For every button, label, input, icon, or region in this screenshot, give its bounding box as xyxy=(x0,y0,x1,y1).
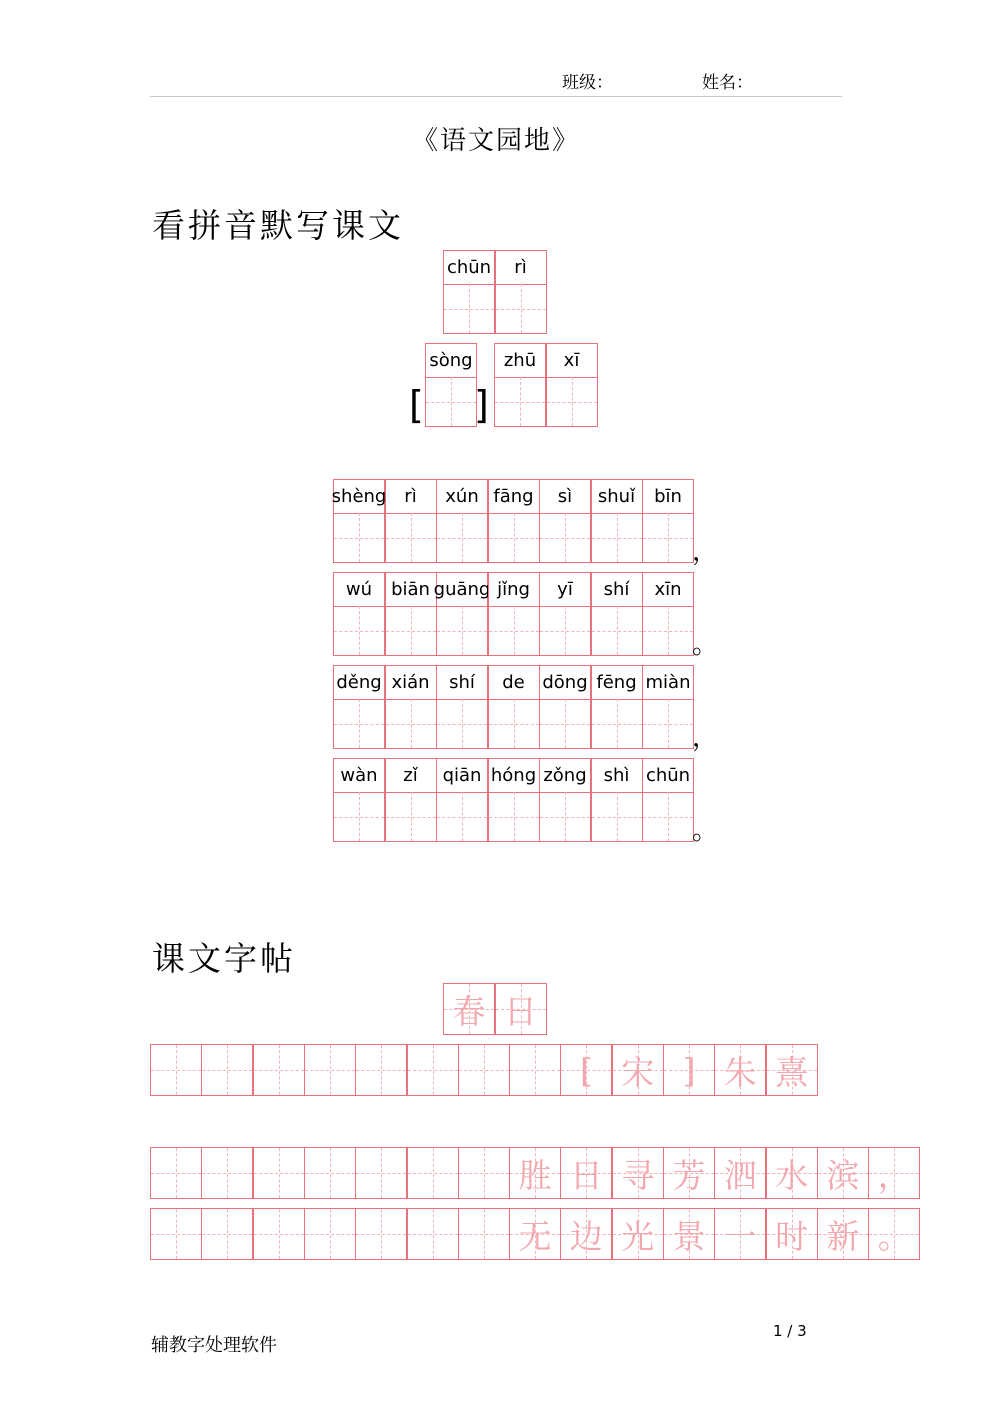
trace-character: ] xyxy=(682,1050,696,1090)
guide-line xyxy=(514,513,515,562)
pinyin-cell[interactable] xyxy=(539,665,591,749)
pinyin-text: fāng xyxy=(489,480,539,514)
pinyin-text: wú xyxy=(334,573,384,607)
copy-cell[interactable] xyxy=(509,1044,561,1096)
title-pinyin-cell[interactable] xyxy=(495,250,547,334)
pinyin-cell[interactable] xyxy=(642,572,694,656)
line-punctuation: 。 xyxy=(692,816,719,846)
pinyin-cell[interactable] xyxy=(591,572,643,656)
trace-character: [ xyxy=(579,1050,593,1090)
pinyin-cell[interactable] xyxy=(333,572,385,656)
guide-line xyxy=(176,1148,177,1198)
pinyin-cell[interactable] xyxy=(539,758,591,842)
pinyin-text: bīn xyxy=(643,480,693,514)
pinyin-cell[interactable] xyxy=(385,479,437,563)
pinyin-text: jǐng xyxy=(489,573,539,607)
copy-cell[interactable] xyxy=(253,1044,305,1096)
copy-cell[interactable] xyxy=(817,1147,869,1199)
copy-cell[interactable] xyxy=(355,1044,407,1096)
guide-line xyxy=(565,513,566,562)
pinyin-text: qiān xyxy=(437,759,487,793)
guide-line xyxy=(330,1209,331,1259)
pinyin-text: rì xyxy=(496,251,546,285)
guide-line xyxy=(484,1148,485,1198)
page-title: 《语文园地》 xyxy=(411,126,580,156)
copy-cell[interactable] xyxy=(663,1147,715,1199)
pinyin-text: sì xyxy=(540,480,590,514)
guide-line xyxy=(514,606,515,655)
trace-character: 日 xyxy=(504,991,537,1031)
copy-cell[interactable] xyxy=(714,1147,766,1199)
guide-line xyxy=(520,377,521,426)
guide-line xyxy=(462,699,463,748)
copy-cell[interactable] xyxy=(868,1147,920,1199)
class-label: 班级： xyxy=(562,73,613,93)
guide-line xyxy=(617,792,618,841)
pinyin-text: shí xyxy=(437,666,487,700)
guide-line xyxy=(565,792,566,841)
copy-cell[interactable] xyxy=(355,1147,407,1199)
trace-character: 无 xyxy=(518,1216,552,1256)
copy-cell[interactable] xyxy=(509,1147,561,1199)
pinyin-text: shì xyxy=(592,759,642,793)
guide-line xyxy=(433,1045,434,1095)
pinyin-cell[interactable] xyxy=(433,572,491,656)
trace-character: ， xyxy=(877,1155,911,1195)
guide-line xyxy=(451,377,452,426)
pinyin-cell[interactable] xyxy=(488,479,540,563)
copy-cell[interactable] xyxy=(560,1044,612,1096)
pinyin-text: yī xyxy=(540,573,590,607)
copy-cell[interactable] xyxy=(663,1044,715,1096)
pinyin-text: sòng xyxy=(426,344,476,378)
guide-line xyxy=(668,513,669,562)
pinyin-text: xián xyxy=(386,666,436,700)
trace-character: 景 xyxy=(672,1216,706,1256)
guide-line xyxy=(279,1148,280,1198)
section-heading-copybook: 课文字帖 xyxy=(152,939,296,978)
copy-cell[interactable] xyxy=(201,1208,253,1260)
copy-cell[interactable] xyxy=(304,1044,356,1096)
guide-line xyxy=(668,699,669,748)
guide-line xyxy=(433,1209,434,1259)
pinyin-cell[interactable] xyxy=(539,572,591,656)
pinyin-cell[interactable] xyxy=(591,479,643,563)
pinyin-cell[interactable] xyxy=(333,758,385,842)
header-divider xyxy=(150,96,842,97)
copy-cell[interactable] xyxy=(407,1044,459,1096)
bracket-left: [ xyxy=(409,383,424,427)
copy-cell[interactable] xyxy=(253,1147,305,1199)
guide-line xyxy=(535,1045,536,1095)
copy-cell[interactable] xyxy=(253,1208,305,1260)
copy-cell[interactable] xyxy=(407,1147,459,1199)
trace-character: 朱 xyxy=(723,1052,757,1092)
page-number: 1 / 3 xyxy=(773,1322,807,1340)
guide-line xyxy=(565,606,566,655)
trace-character: 泗 xyxy=(723,1155,757,1195)
guide-line xyxy=(462,513,463,562)
copy-cell[interactable] xyxy=(766,1208,818,1260)
pinyin-text: wàn xyxy=(334,759,384,793)
pinyin-cell[interactable] xyxy=(333,479,385,563)
pinyin-text: chūn xyxy=(643,759,693,793)
guide-line xyxy=(227,1209,228,1259)
guide-line xyxy=(617,699,618,748)
pinyin-text: dōng xyxy=(540,666,590,700)
pinyin-text: miàn xyxy=(643,666,693,700)
guide-line xyxy=(411,699,412,748)
trace-character: 一 xyxy=(723,1216,757,1256)
bracket-right: ] xyxy=(474,383,489,427)
pinyin-text: biān xyxy=(386,573,436,607)
guide-line xyxy=(176,1045,177,1095)
copy-cell[interactable] xyxy=(355,1208,407,1260)
pinyin-cell[interactable] xyxy=(436,479,488,563)
pinyin-text: guāng xyxy=(437,573,487,607)
copy-cell[interactable] xyxy=(150,1208,202,1260)
guide-line xyxy=(359,606,360,655)
pinyin-text: shuǐ xyxy=(592,480,642,514)
pinyin-cell[interactable] xyxy=(591,758,643,842)
pinyin-text: xún xyxy=(437,480,487,514)
trace-character: 滨 xyxy=(826,1155,860,1195)
copy-cell[interactable] xyxy=(509,1208,561,1260)
trace-character: 光 xyxy=(621,1216,655,1256)
guide-line xyxy=(668,606,669,655)
guide-line xyxy=(469,284,470,333)
copy-cell[interactable] xyxy=(560,1147,612,1199)
pinyin-text: shí xyxy=(592,573,642,607)
author-pinyin-cell[interactable] xyxy=(546,343,598,427)
pinyin-text: xī xyxy=(547,344,597,378)
copy-cell[interactable] xyxy=(817,1208,869,1260)
copy-cell[interactable] xyxy=(714,1044,766,1096)
guide-line xyxy=(521,284,522,333)
guide-line xyxy=(411,792,412,841)
guide-line xyxy=(484,1209,485,1259)
line-punctuation: ， xyxy=(692,723,719,753)
copy-cell[interactable] xyxy=(458,1044,510,1096)
pinyin-text: zǐ xyxy=(386,759,436,793)
guide-line xyxy=(411,513,412,562)
pinyin-text: de xyxy=(489,666,539,700)
dynasty-pinyin-cell[interactable] xyxy=(425,343,477,427)
guide-line xyxy=(617,513,618,562)
trace-character: 边 xyxy=(569,1216,603,1256)
pinyin-text: zǒng xyxy=(540,759,590,793)
trace-character: 时 xyxy=(775,1216,809,1256)
pinyin-text: zhū xyxy=(495,344,545,378)
pinyin-cell[interactable] xyxy=(539,479,591,563)
copy-cell[interactable] xyxy=(612,1044,664,1096)
guide-line xyxy=(565,699,566,748)
pinyin-text: děng xyxy=(334,666,384,700)
pinyin-cell[interactable] xyxy=(436,758,488,842)
guide-line xyxy=(617,606,618,655)
copy-cell[interactable] xyxy=(150,1147,202,1199)
pinyin-cell[interactable] xyxy=(642,758,694,842)
pinyin-cell[interactable] xyxy=(642,479,694,563)
guide-line xyxy=(668,792,669,841)
pinyin-text: chūn xyxy=(444,251,494,285)
pinyin-cell[interactable] xyxy=(385,758,437,842)
guide-line xyxy=(411,606,412,655)
section-heading-pinyin: 看拼音默写课文 xyxy=(152,206,404,245)
pinyin-cell[interactable] xyxy=(488,665,540,749)
guide-line xyxy=(279,1045,280,1095)
guide-line xyxy=(381,1045,382,1095)
pinyin-text: xīn xyxy=(643,573,693,607)
pinyin-text: shèng xyxy=(334,480,384,514)
guide-line xyxy=(462,792,463,841)
trace-character: 熹 xyxy=(775,1052,809,1092)
guide-line xyxy=(433,1148,434,1198)
copy-cell[interactable] xyxy=(663,1208,715,1260)
trace-character: 水 xyxy=(775,1155,809,1195)
copy-cell[interactable] xyxy=(150,1044,202,1096)
trace-character: 宋 xyxy=(621,1052,655,1092)
trace-character: 芳 xyxy=(672,1155,706,1195)
trace-character: 。 xyxy=(877,1216,911,1256)
pinyin-text: fēng xyxy=(592,666,642,700)
pinyin-cell[interactable] xyxy=(436,665,488,749)
guide-line xyxy=(227,1045,228,1095)
guide-line xyxy=(359,699,360,748)
copy-cell[interactable] xyxy=(304,1147,356,1199)
footer-software: 辅教字处理软件 xyxy=(151,1335,277,1356)
guide-line xyxy=(330,1148,331,1198)
name-label: 姓名： xyxy=(702,73,753,93)
copy-cell[interactable] xyxy=(560,1208,612,1260)
pinyin-cell[interactable] xyxy=(385,665,437,749)
copy-cell[interactable] xyxy=(201,1044,253,1096)
copy-cell[interactable] xyxy=(458,1208,510,1260)
guide-line xyxy=(514,792,515,841)
copy-cell[interactable] xyxy=(612,1208,664,1260)
trace-character: 日 xyxy=(569,1155,603,1195)
guide-line xyxy=(330,1045,331,1095)
pinyin-text: hóng xyxy=(489,759,539,793)
line-punctuation: 。 xyxy=(692,630,719,660)
copy-cell[interactable] xyxy=(714,1208,766,1260)
copy-cell[interactable] xyxy=(766,1044,818,1096)
copy-cell[interactable] xyxy=(407,1208,459,1260)
guide-line xyxy=(359,513,360,562)
guide-line xyxy=(381,1148,382,1198)
pinyin-cell[interactable] xyxy=(591,665,643,749)
pinyin-cell[interactable] xyxy=(488,572,540,656)
title-pinyin-cell[interactable] xyxy=(443,250,495,334)
trace-character: 寻 xyxy=(621,1155,655,1195)
guide-line xyxy=(484,1045,485,1095)
copy-cell[interactable] xyxy=(304,1208,356,1260)
pinyin-cell[interactable] xyxy=(642,665,694,749)
trace-character: 春 xyxy=(452,991,486,1031)
copy-cell[interactable] xyxy=(201,1147,253,1199)
guide-line xyxy=(279,1209,280,1259)
trace-character: 新 xyxy=(826,1216,860,1256)
copy-cell[interactable] xyxy=(766,1147,818,1199)
copy-cell[interactable] xyxy=(612,1147,664,1199)
copy-cell[interactable] xyxy=(458,1147,510,1199)
pinyin-cell[interactable] xyxy=(385,572,437,656)
trace-character: 胜 xyxy=(518,1155,552,1195)
copy-cell[interactable] xyxy=(443,983,495,1035)
guide-line xyxy=(381,1209,382,1259)
guide-line xyxy=(462,606,463,655)
copy-cell[interactable] xyxy=(868,1208,920,1260)
guide-line xyxy=(227,1148,228,1198)
author-pinyin-cell[interactable] xyxy=(494,343,546,427)
guide-line xyxy=(176,1209,177,1259)
guide-line xyxy=(359,792,360,841)
pinyin-cell[interactable] xyxy=(488,758,540,842)
pinyin-cell[interactable] xyxy=(333,665,385,749)
copy-cell[interactable] xyxy=(495,983,547,1035)
guide-line xyxy=(572,377,573,426)
pinyin-text: rì xyxy=(386,480,436,514)
line-punctuation: ， xyxy=(692,537,719,567)
guide-line xyxy=(514,699,515,748)
